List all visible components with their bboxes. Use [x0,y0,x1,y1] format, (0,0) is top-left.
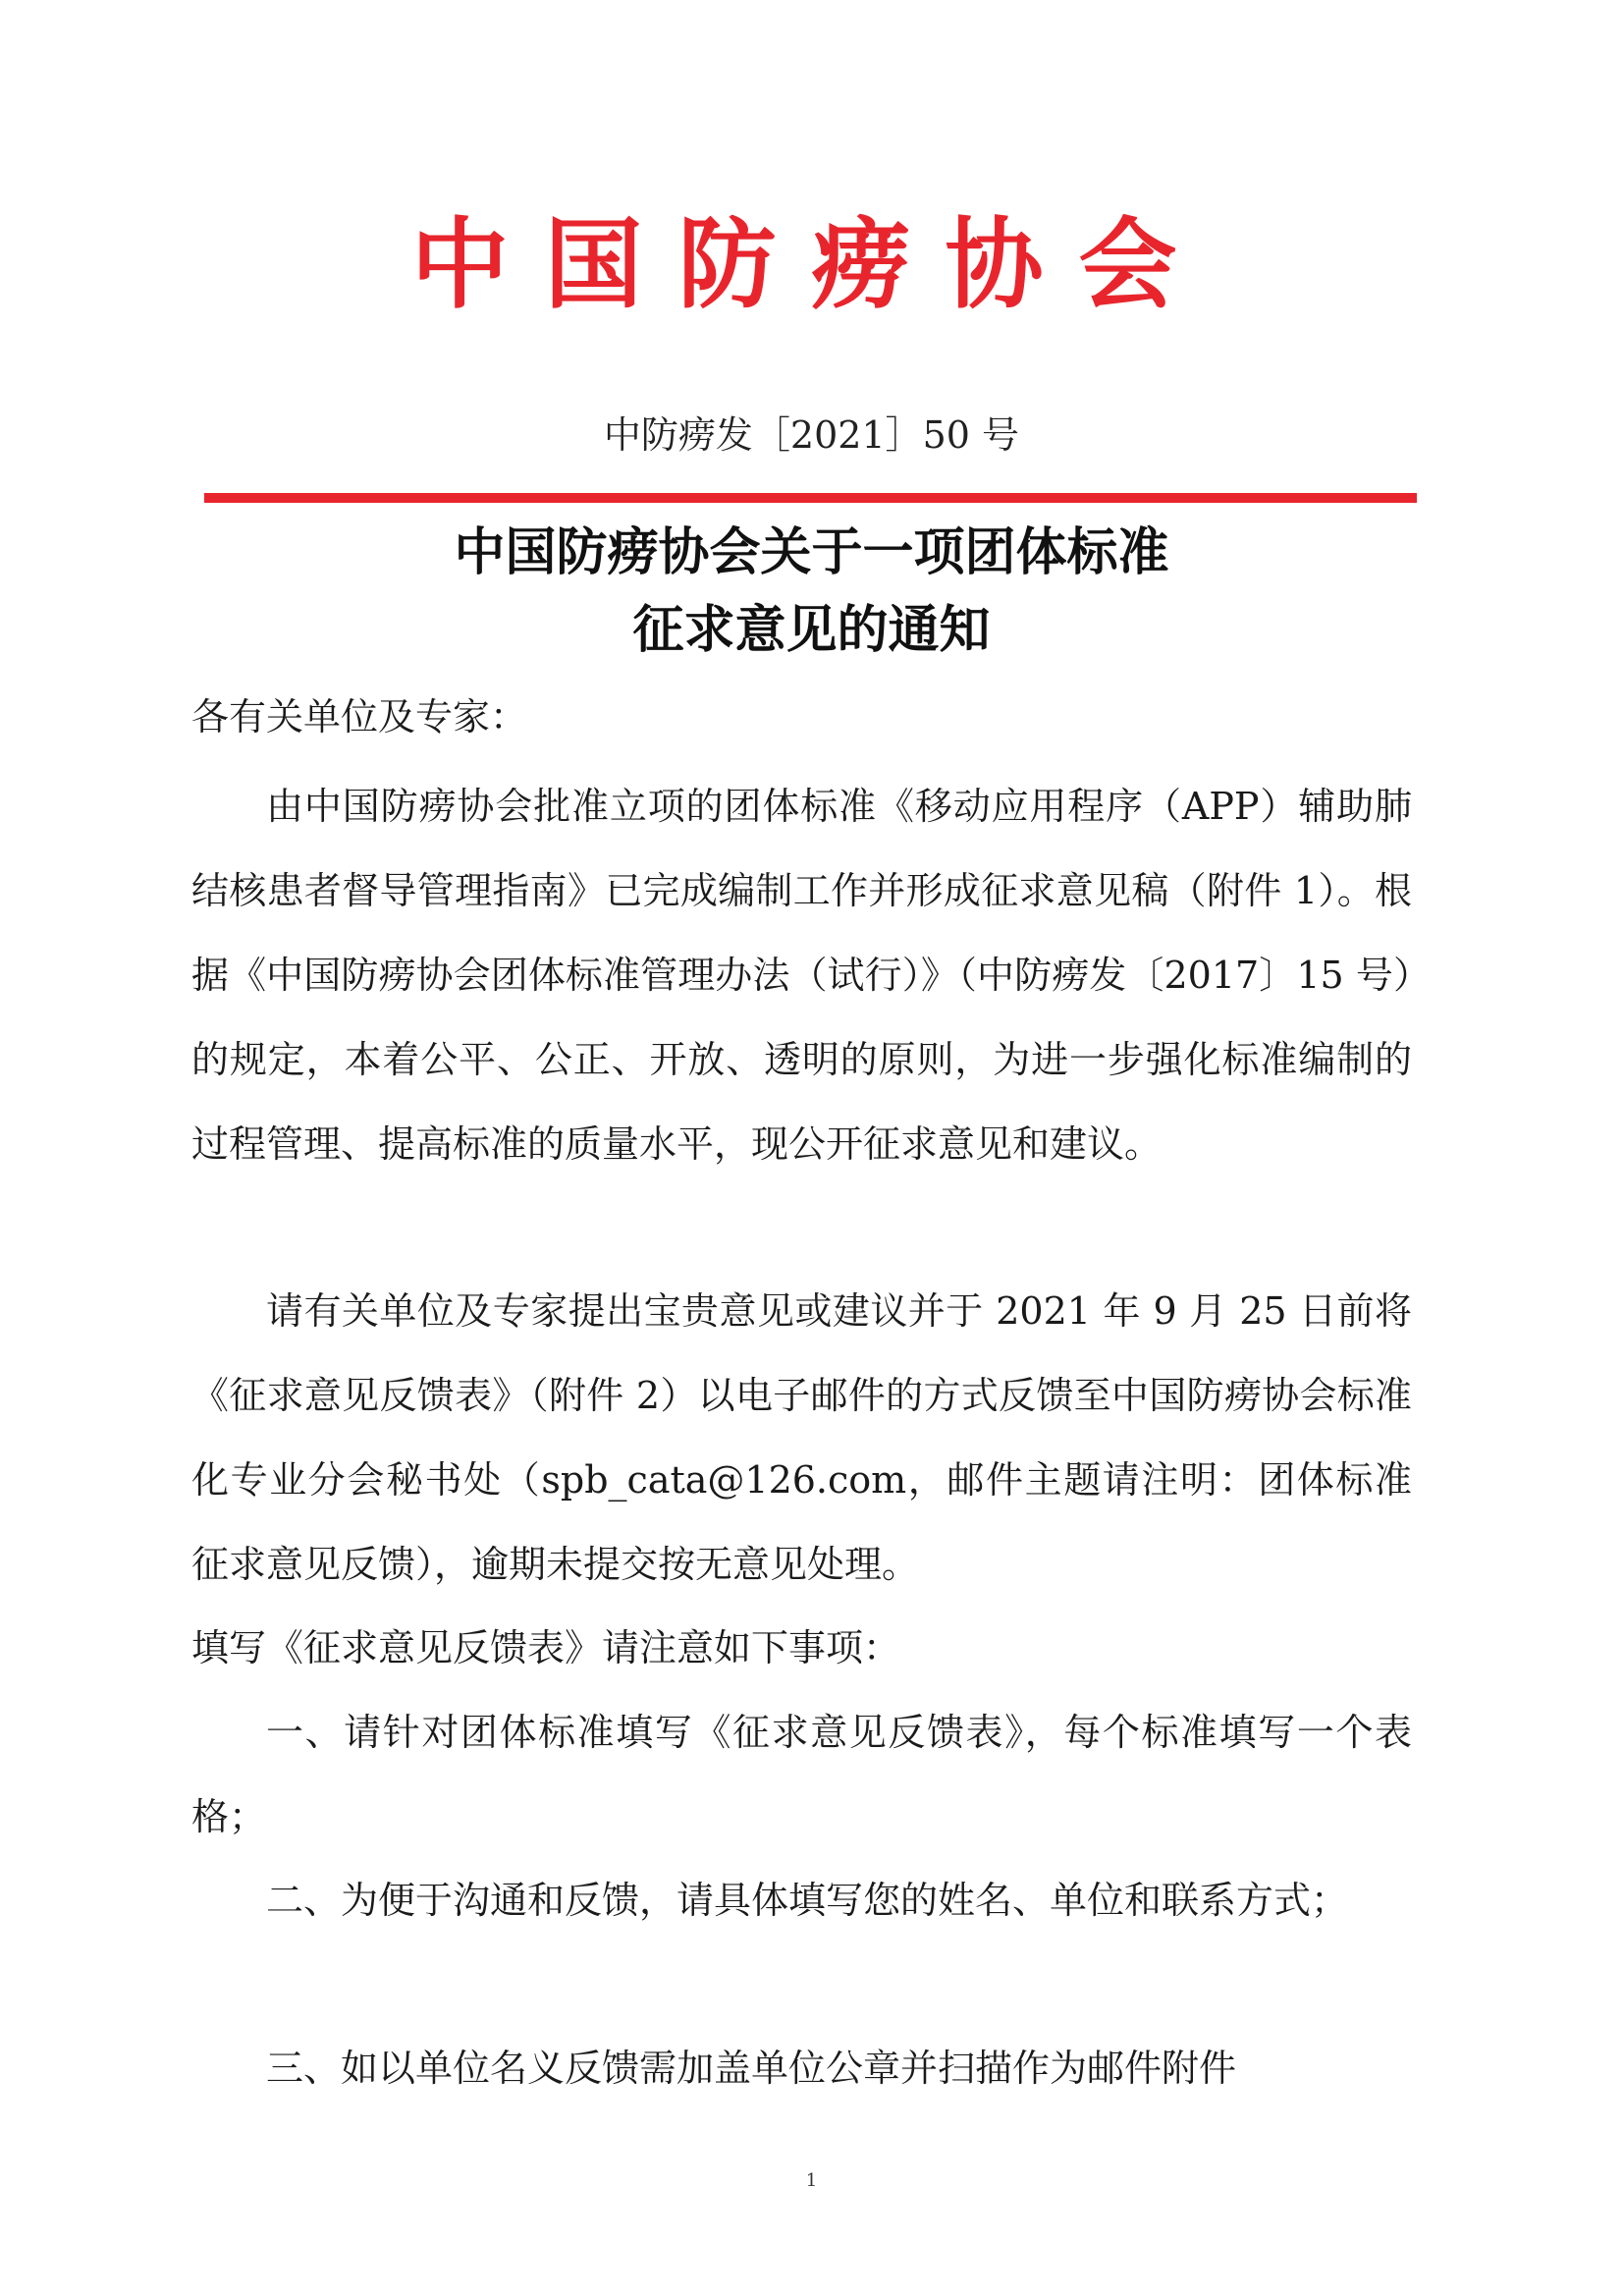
body-item-1: 一、请针对团体标准填写《征求意见反馈表》，每个标准填写一个表格； [191,1711,1412,1838]
body-paragraph-instructions-intro: 填写《征求意见反馈表》请注意如下事项： [191,1626,901,1669]
body-paragraph-2: 请有关单位及专家提出宝贵意见或建议并于 2021 年 9 月 25 日前将《征求意见反馈表》（附件 2）以电子邮件的方式反馈至中国防痨协会标准化专业分会秘书处（spb_cata@126.com，邮件主题请注明：团体标准征求意见反馈），逾期未提交按无意见处理。 [191,1289,1412,1586]
body-paragraph-1: 由中国防痨协会批准立项的团体标准《移动应用程序（APP）辅助肺结核患者督导管理指南》已完成编制工作并形成征求意见稿（附件 1）。根据《中国防痨协会团体标准管理办法（试行）》（中防痨发〔2017〕15 号）的规定，本着公平、公正、开放、透明的原则，为进一步强化标准编制的过程管理、提高标准的质量水平，现公开征求意见和建议。 [191,785,1412,1166]
salutation: 各有关单位及专家： [191,695,528,738]
document-number: 中防痨发［2021］50 号 [603,413,1020,457]
body-item-2: 二、为便于沟通和反馈，请具体填写您的姓名、单位和联系方式； [266,1879,1349,1922]
masthead-org-name: 中国防痨协会 [410,207,1213,322]
notice-title-line-2: 征求意见的通知 [632,600,991,660]
page-number: 1 [805,2170,818,2191]
notice-title-line-1: 中国防痨协会关于一项团体标准 [454,522,1169,582]
body-item-3: 三、如以单位名义反馈需加盖单位公章并扫描作为邮件附件 [266,2047,1237,2090]
red-divider-rule [204,493,1417,503]
